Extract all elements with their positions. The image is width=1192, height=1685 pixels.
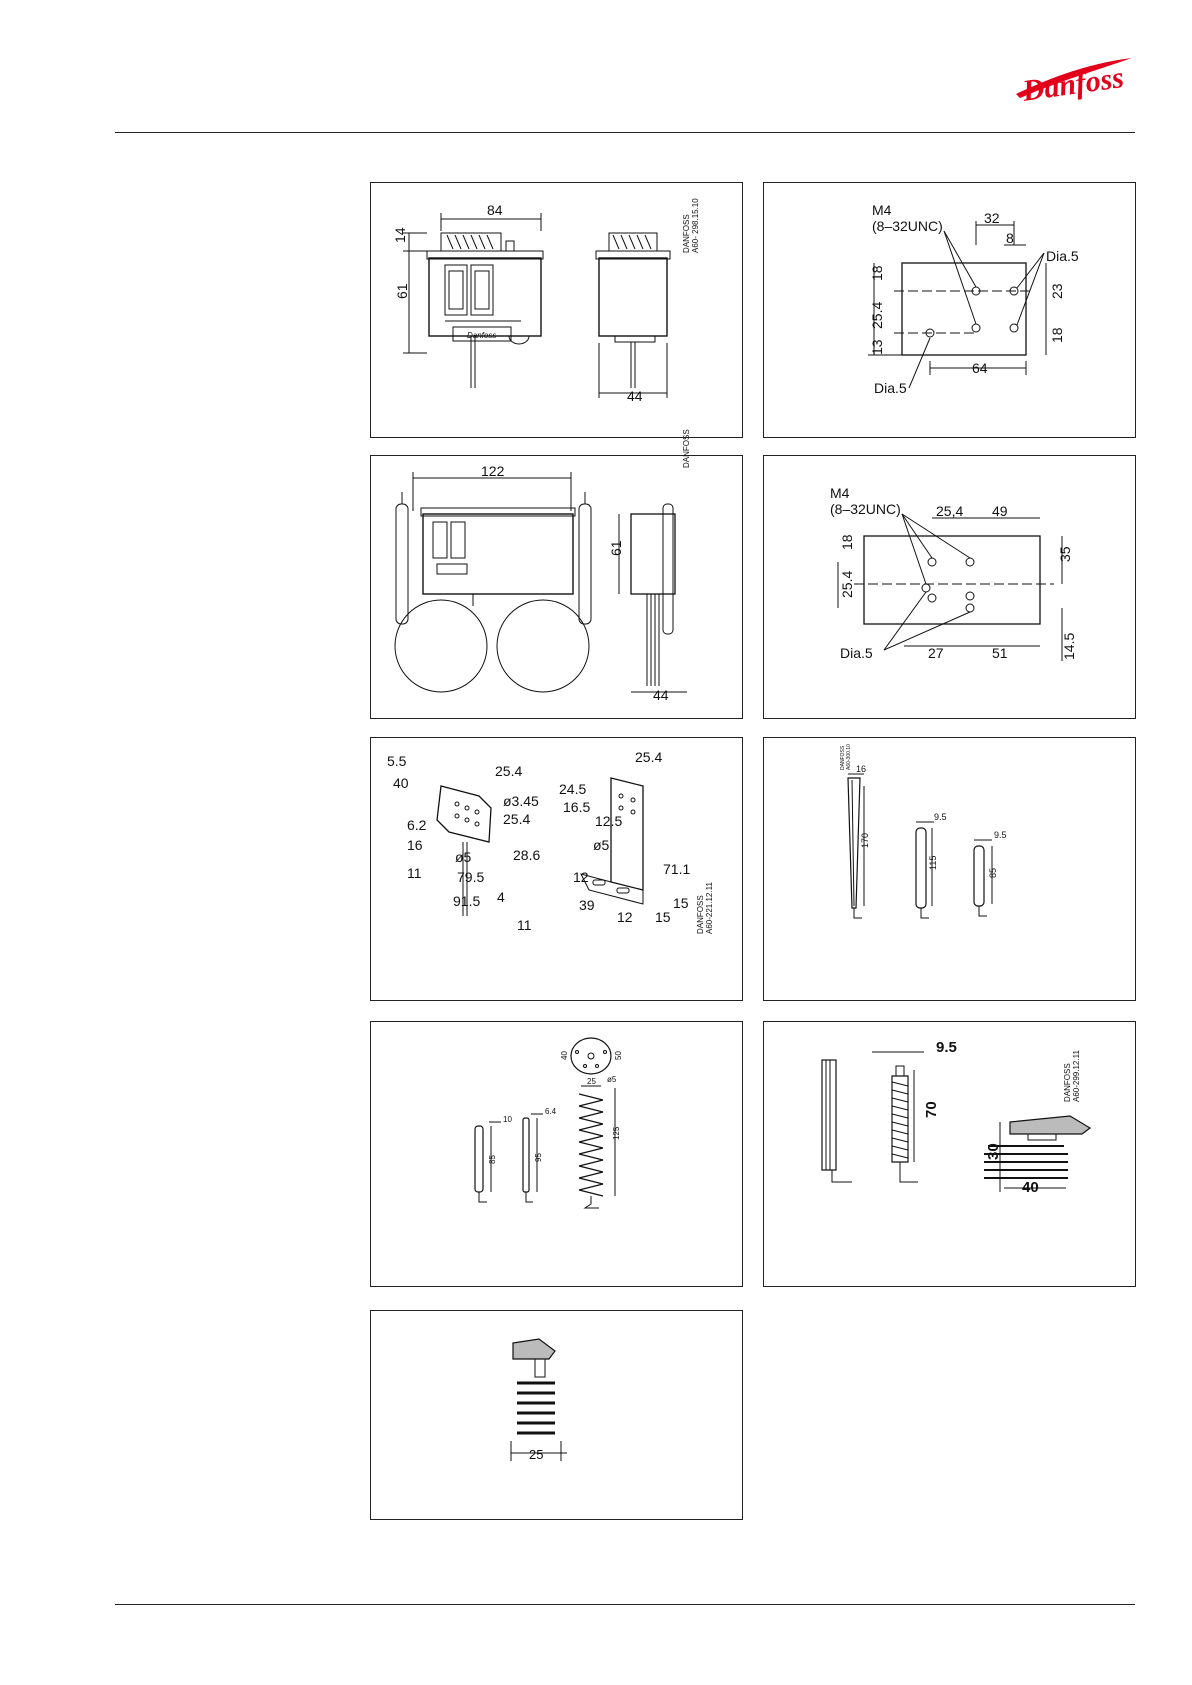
svg-text:15: 15 [655,909,671,925]
svg-text:18: 18 [869,265,885,281]
svg-text:28.6: 28.6 [513,847,541,863]
dim-top-height: 14 [392,227,408,243]
svg-text:DANFOSSA60-300.10: DANFOSSA60-300.10 [840,744,852,770]
svg-text:24.5: 24.5 [559,781,587,797]
svg-text:11: 11 [407,865,422,881]
panel-dual-unit-dimensions [370,429,743,719]
svg-text:DANFOSS: DANFOSS [682,429,691,468]
svg-text:10: 10 [503,1115,512,1124]
svg-text:51: 51 [992,645,1008,661]
panel-coil-sensor [763,1021,1136,1287]
svg-text:40: 40 [393,775,409,791]
svg-text:16.5: 16.5 [563,799,591,815]
svg-text:95: 95 [534,1153,543,1162]
panel-single-mounting-holes [763,182,1136,438]
svg-text:125: 125 [612,1126,621,1140]
svg-text:64: 64 [972,360,988,376]
svg-text:25.4: 25.4 [869,301,885,329]
svg-text:14.5: 14.5 [1061,632,1077,660]
dim-width: 84 [487,202,503,218]
svg-text:71.1: 71.1 [663,861,691,877]
panel-single-unit-dimensions [370,182,743,438]
panel-sensor-bulbs [763,737,1136,1001]
svg-text:9.5: 9.5 [994,830,1007,840]
dim-depth: 44 [627,388,643,404]
svg-text:M4: M4 [872,202,892,218]
svg-text:27: 27 [928,645,944,661]
svg-text:Dia.5: Dia.5 [840,645,873,661]
svg-text:23: 23 [1049,283,1065,299]
svg-text:13: 13 [869,339,885,355]
svg-text:(8–32UNC): (8–32UNC) [872,218,943,234]
svg-text:ø5: ø5 [607,1075,617,1084]
svg-text:6.2: 6.2 [407,817,427,833]
svg-text:25: 25 [587,1077,596,1086]
svg-text:39: 39 [579,897,595,913]
svg-text:50: 50 [614,1051,623,1060]
svg-text:15: 15 [673,895,689,911]
svg-text:25: 25 [529,1447,544,1462]
svg-text:25.4: 25.4 [839,570,855,598]
svg-text:35: 35 [1057,546,1073,562]
svg-text:9.5: 9.5 [936,1039,957,1056]
svg-text:5.5: 5.5 [387,753,407,769]
svg-text:12.5: 12.5 [595,813,623,829]
dim-body-height: 61 [394,283,410,299]
svg-text:79.5: 79.5 [457,869,485,885]
drawing-code: DANFOSSA60- 298.15.10 [682,198,700,253]
svg-text:49: 49 [992,503,1008,519]
svg-text:M4: M4 [830,485,850,501]
svg-text:DANFOSSA60-299.12.11: DANFOSSA60-299.12.11 [1063,1050,1081,1102]
footer-rule [115,1604,1135,1605]
svg-text:11: 11 [517,917,532,933]
svg-text:Dia.5: Dia.5 [874,380,907,396]
svg-text:30: 30 [985,1143,1002,1160]
svg-text:122: 122 [481,463,505,479]
svg-text:ø3.45: ø3.45 [503,793,539,809]
svg-text:32: 32 [984,210,1000,226]
svg-text:Danfoss: Danfoss [1020,60,1126,108]
panel-sensor-variants [370,1021,743,1287]
svg-text:(8–32UNC): (8–32UNC) [830,501,901,517]
svg-text:4: 4 [497,889,505,905]
svg-text:25.4: 25.4 [635,749,663,765]
svg-text:44: 44 [653,687,669,703]
panel-coil-sensor-single [370,1310,743,1520]
svg-text:ø5: ø5 [593,837,610,853]
svg-text:ø5: ø5 [455,849,472,865]
panel-dual-mounting-holes [763,455,1136,719]
svg-text:8: 8 [1006,230,1014,246]
header-rule [115,132,1135,133]
svg-text:18: 18 [839,534,855,550]
svg-text:6.4: 6.4 [545,1107,557,1116]
svg-text:16: 16 [856,764,867,774]
svg-text:Dia.5: Dia.5 [1046,248,1079,264]
svg-text:18: 18 [1049,327,1065,343]
svg-text:12: 12 [573,869,589,885]
svg-text:25.4: 25.4 [495,763,523,779]
svg-text:70: 70 [923,1101,940,1118]
svg-text:16: 16 [407,837,423,853]
svg-text:85: 85 [988,867,998,878]
svg-text:Danfoss: Danfoss [467,331,497,340]
svg-text:12: 12 [617,909,633,925]
svg-text:25.4: 25.4 [503,811,531,827]
svg-text:115: 115 [928,855,938,870]
svg-text:85: 85 [488,1155,497,1164]
svg-text:DANFOSSA60-221.12.11: DANFOSSA60-221.12.11 [696,882,714,934]
svg-text:61: 61 [608,540,624,556]
svg-text:9.5: 9.5 [934,812,947,822]
svg-text:40: 40 [560,1051,569,1060]
svg-text:91.5: 91.5 [453,893,481,909]
svg-text:40: 40 [1022,1179,1039,1196]
danfoss-logo [1012,52,1137,108]
svg-text:170: 170 [860,832,870,848]
panel-brackets [370,737,743,1001]
svg-text:25,4: 25,4 [936,503,964,519]
